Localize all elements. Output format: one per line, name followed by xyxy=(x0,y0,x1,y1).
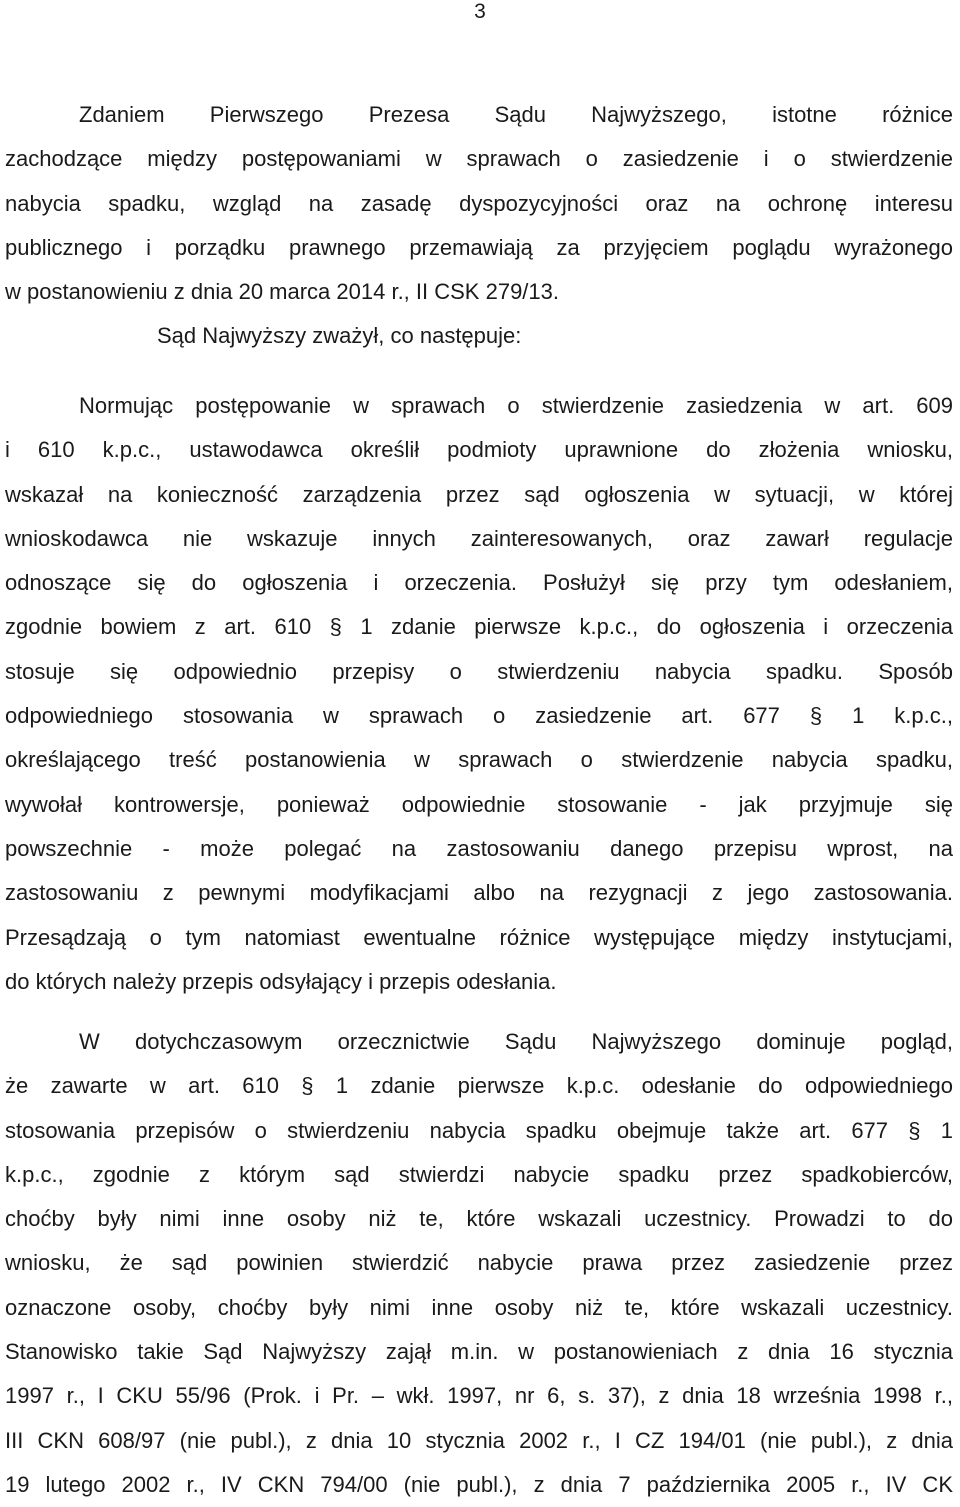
text-line: wniosku, że sąd powinien stwierdzić nabycie prawa przez zasiedzenie przez xyxy=(5,1250,953,1276)
text-line: wywołał kontrowersje, ponieważ odpowiednie stosowanie - jak przyjmuje się xyxy=(5,791,953,817)
paragraph-reasoning xyxy=(5,384,953,1004)
text-line: i 610 k.p.c., ustawodawca określił podmioty uprawnione do złożenia wniosku, xyxy=(5,437,953,463)
text-line: odpowiedniego stosowania w sprawach o zasiedzenie art. 677 § 1 k.p.c., xyxy=(5,703,953,729)
text-line: W dotychczasowym orzecznictwie Sądu Najwyższego dominuje pogląd, xyxy=(79,1029,953,1054)
text-line: do których należy przepis odsyłający i przepis odesłania. xyxy=(5,968,557,994)
text-line: nabycia spadku, wzgląd na zasadę dyspozycyjności oraz na ochronę interesu xyxy=(5,190,953,216)
text-line: odnoszące się do ogłoszenia i orzeczenia. Posłużył się przy tym odesłaniem, xyxy=(5,570,953,596)
text-line: 1997 r., I CKU 55/96 (Prok. i Pr. – wkł. 1997, nr 6, s. 37), z dnia 18 września 1998 r., xyxy=(5,1383,953,1409)
text-line: zachodzące między postępowaniami w sprawach o zasiedzenie i o stwierdzenie xyxy=(5,146,953,172)
text-line: Normując postępowanie w sprawach o stwierdzenie zasiedzenia w art. 609 xyxy=(79,393,953,418)
page-number: 3 xyxy=(474,0,486,23)
text-line: k.p.c., zgodnie z którym sąd stwierdzi nabycie spadku przez spadkobierców, xyxy=(5,1161,953,1187)
text-line: powszechnie - może polegać na zastosowaniu danego przepisu wprost, na xyxy=(5,835,953,861)
text-line: wskazał na konieczność zarządzenia przez sąd ogłoszenia w sytuacji, w której xyxy=(5,481,953,507)
text-line: III CKN 608/97 (nie publ.), z dnia 10 stycznia 2002 r., I CZ 194/01 (nie publ.), z dnia xyxy=(5,1427,953,1453)
text-line: zastosowaniu z pewnymi modyfikacjami albo na rezygnacji z jego zastosowania. xyxy=(5,880,953,906)
text-line: 19 lutego 2002 r., IV CKN 794/00 (nie publ.), z dnia 7 października 2005 r., IV CK xyxy=(5,1471,953,1497)
text-line: wnioskodawca nie wskazuje innych zainteresowanych, oraz zawarł regulacje xyxy=(5,525,953,551)
text-line: Zdaniem Pierwszego Prezesa Sądu Najwyższego, istotne różnice xyxy=(79,102,953,127)
text-line: określającego treść postanowienia w sprawach o stwierdzenie nabycia spadku, xyxy=(5,747,953,773)
section-heading: Sąd Najwyższy zważył, co następuje: xyxy=(157,323,522,349)
text-line: oznaczone osoby, choćby były nimi inne osoby niż te, które wskazali uczestnicy. xyxy=(5,1294,953,1320)
text-line: Przesądzają o tym natomiast ewentualne różnice występujące między instytucjami, xyxy=(5,924,953,950)
paragraph-case-law xyxy=(5,1020,953,1507)
text-line: zgodnie bowiem z art. 610 § 1 zdanie pierwsze k.p.c., do ogłoszenia i orzeczenia xyxy=(5,614,953,640)
text-line: stosuje się odpowiednio przepisy o stwierdzeniu nabycia spadku. Sposób xyxy=(5,658,953,684)
text-line: publicznego i porządku prawnego przemawiają za przyjęciem poglądu wyrażonego xyxy=(5,234,953,260)
text-line: stosowania przepisów o stwierdzeniu nabycia spadku obejmuje także art. 677 § 1 xyxy=(5,1117,953,1143)
paragraph-arguments xyxy=(5,93,953,359)
text-line: Stanowisko takie Sąd Najwyższy zajął m.in. w postanowieniach z dnia 16 stycznia xyxy=(5,1339,953,1365)
text-line: choćby były nimi inne osoby niż te, które wskazali uczestnicy. Prowadzi to do xyxy=(5,1206,953,1232)
text-line: w postanowieniu z dnia 20 marca 2014 r., II CSK 279/13. xyxy=(5,279,559,305)
text-line: że zawarte w art. 610 § 1 zdanie pierwsze k.p.c. odesłanie do odpowiedniego xyxy=(5,1073,953,1099)
